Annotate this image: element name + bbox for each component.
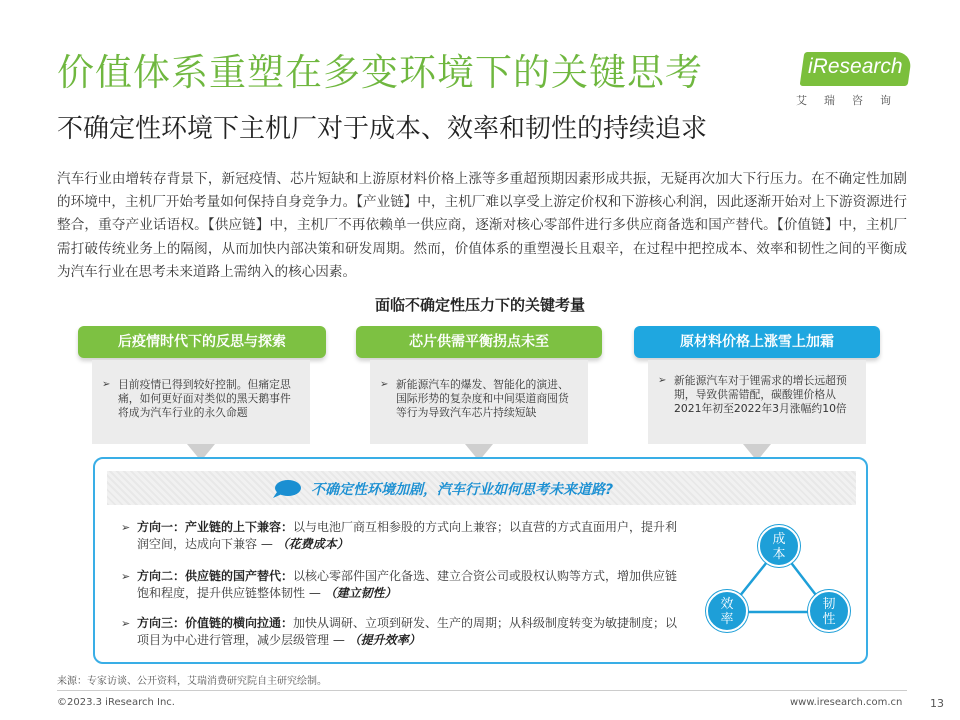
direction-item xyxy=(115,568,685,602)
logo-text: iResearch xyxy=(808,55,903,78)
pressure-text: 新能源汽车对于锂需求的增长远超预期，导致供需错配，碳酸锂价格从2021年初至2022年3月涨幅约10倍 xyxy=(674,374,847,415)
pressure-label-pandemic: 后疫情时代下的反思与探索 xyxy=(78,326,326,358)
direction-item xyxy=(115,519,685,553)
logo-chinese-text: 艾瑞咨询 xyxy=(796,94,908,107)
page-title: 价值体系重塑在多变环境下的关键思考 xyxy=(57,51,703,94)
copyright: ©2023.3 iResearch Inc. xyxy=(57,697,175,708)
direction-label: 方向三：价值链的横向拉通： xyxy=(137,616,294,630)
speech-bubble-icon xyxy=(271,479,303,499)
chevron-right-icon: ➢ xyxy=(102,379,111,390)
direction-text: 以与电池厂商互相参股的方式向上兼容；以直营的方式直面用户，提升利润空间，达成向下兼容 — xyxy=(137,520,678,551)
direction-tag: （提升效率） xyxy=(348,633,421,647)
triangle-node-resilience: 韧 性 xyxy=(808,590,850,632)
question-band xyxy=(107,471,856,505)
intro-paragraph: 汽车行业由增转存背景下，新冠疫情、芯片短缺和上游原材料价格上涨等多重超预期因素形成共振，无疑再次加大下行压力。在不确定性加剧的环境中，主机厂开始考量如何保持自身竞争力。【产业链】中，主机厂难以享受上游定价权和下游核心利润，因此逐渐开始对上下游资源进行整合，重夺产业话语权。【供应链】中，主机厂不再依赖单一供应商，逐渐对核心零部件进行多供应商备选和国产替代。【价值链】中，主机厂需打破传统业务上的隔阂，从而加快内部决策和研发周期。然而，价值体系的重塑漫长且艰辛，在过程中把控成本、效率和韧性之间的平衡成为汽车行业在思考未来道路上需纳入的核心因素。 xyxy=(57,171,907,280)
direction-tag: （花费成本） xyxy=(276,537,349,551)
direction-tag: （建立韧性） xyxy=(324,586,397,600)
direction-text: 以核心零部件国产化备选、建立合资公司或股权认购等方式，增加供应链饱和程度，提升供应链整体韧性 — xyxy=(137,569,678,600)
iresearch-logo xyxy=(794,52,912,108)
footer-divider xyxy=(57,690,907,691)
pressure-card-chips xyxy=(370,360,588,444)
direction-label: 方向二：供应链的国产替代： xyxy=(137,569,294,583)
chevron-right-icon: ➢ xyxy=(380,379,389,390)
page-number: 13 xyxy=(930,697,944,710)
pressure-label-materials: 原材料价格上涨雪上加霜 xyxy=(634,326,880,358)
question-text: 不确定性环境加剧，汽车行业如何思考未来道路? xyxy=(311,482,614,498)
direction-label: 方向一：产业链的上下兼容： xyxy=(137,520,294,534)
direction-text: 加快从调研、立项到研发、生产的周期；从科级制度转变为敏捷制度；以项目为中心进行管理，减少层级管理 — xyxy=(137,616,678,647)
pressure-card-pandemic xyxy=(92,360,310,444)
website-link[interactable]: www.iresearch.com.cn xyxy=(790,697,903,708)
pressure-card-materials xyxy=(648,360,866,444)
pressure-text: 新能源汽车的爆发、智能化的演进、国际形势的复杂度和中间渠道商囤货等行为导致汽车芯片持续短缺 xyxy=(396,378,569,419)
triangle-node-cost: 成 本 xyxy=(758,525,800,567)
chevron-right-icon: ➢ xyxy=(121,617,131,630)
source-note: 来源：专家访谈、公开资料，艾瑞消费研究院自主研究绘制。 xyxy=(57,676,327,687)
pressure-label-chips: 芯片供需平衡拐点未至 xyxy=(356,326,602,358)
triangle-node-efficiency: 效 率 xyxy=(706,590,748,632)
chevron-right-icon: ➢ xyxy=(658,375,667,386)
direction-item xyxy=(115,615,685,649)
page-subtitle: 不确定性环境下主机厂对于成本、效率和韧性的持续追求 xyxy=(57,114,708,144)
chevron-right-icon: ➢ xyxy=(121,570,131,583)
section-title: 面临不确定性压力下的关键考量 xyxy=(374,296,585,314)
pressure-text: 目前疫情已得到较好控制。但痛定思痛，如何更好面对类似的黑天鹅事件将成为汽车行业的永久命题 xyxy=(118,378,291,419)
chevron-right-icon: ➢ xyxy=(121,521,131,534)
